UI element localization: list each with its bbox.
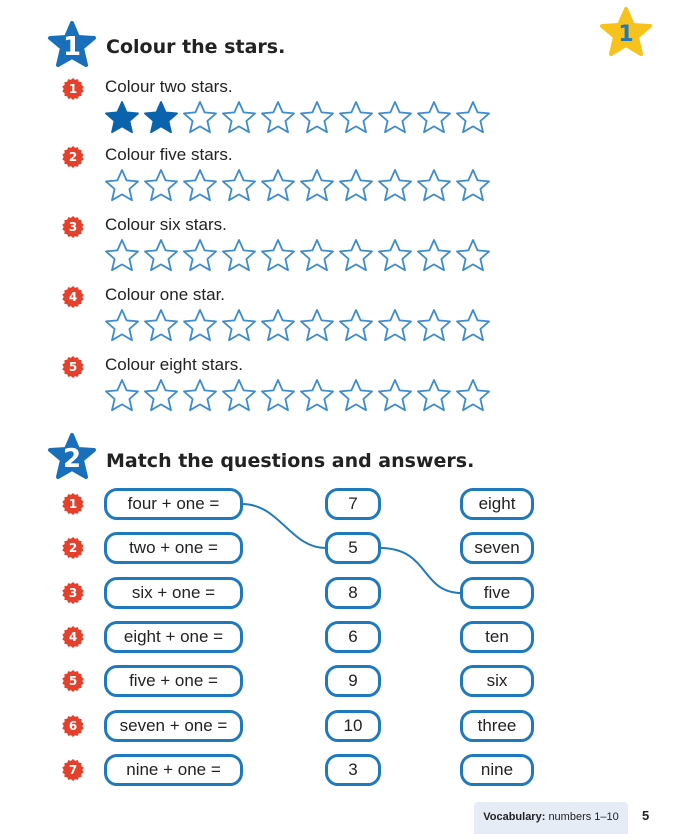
section-1-number: 1 (62, 32, 82, 62)
section-1-title: Colour the stars. (106, 36, 286, 58)
match-line-2 (380, 548, 462, 593)
question-instruction: Colour two stars. (105, 77, 233, 96)
question-box[interactable]: two + one = (104, 532, 243, 564)
row-number: 5 (68, 674, 78, 689)
question-box[interactable]: seven + one = (104, 710, 243, 742)
word-box[interactable]: six (460, 665, 534, 697)
question-instruction: Colour eight stars. (105, 355, 243, 374)
row-number: 2 (68, 541, 78, 556)
number-box[interactable]: 9 (325, 665, 381, 697)
row-number: 6 (68, 718, 78, 733)
word-box[interactable]: three (460, 710, 534, 742)
page-badge-number: 1 (618, 22, 634, 47)
match-line-1 (242, 504, 326, 548)
word-box[interactable]: seven (460, 532, 534, 564)
row-number: 4 (68, 629, 78, 644)
question-number: 4 (68, 290, 78, 304)
question-instruction: Colour one star. (105, 285, 226, 304)
question-number: 2 (68, 150, 78, 164)
question-box[interactable]: eight + one = (104, 621, 243, 653)
row-number: 1 (68, 497, 78, 511)
number-box[interactable]: 3 (325, 754, 381, 786)
number-box[interactable]: 7 (325, 488, 381, 520)
word-box[interactable]: nine (460, 754, 534, 786)
row-number-badge (62, 493, 84, 515)
word-box[interactable]: five (460, 577, 534, 609)
question-instruction: Colour five stars. (105, 145, 233, 164)
question-box[interactable]: five + one = (104, 665, 243, 697)
row-number: 7 (68, 762, 78, 777)
row-number-badge (62, 715, 84, 737)
row-number-badge (62, 670, 84, 692)
row-number-badge (62, 759, 84, 781)
row-number-badge (62, 626, 84, 648)
number-box[interactable]: 6 (325, 621, 381, 653)
row-number-badge (62, 582, 84, 604)
word-box[interactable]: ten (460, 621, 534, 653)
vocabulary-footer (474, 802, 628, 834)
question-box[interactable]: nine + one = (104, 754, 243, 786)
section-2-title: Match the questions and answers. (106, 450, 475, 472)
question-number: 1 (68, 82, 78, 96)
section-2-number: 2 (62, 444, 82, 474)
row-number-badge (62, 537, 84, 559)
number-box[interactable]: 8 (325, 577, 381, 609)
question-number: 5 (68, 360, 78, 374)
question-instruction: Colour six stars. (105, 215, 227, 234)
vocabulary-label: Vocabulary: (483, 811, 546, 823)
question-box[interactable]: six + one = (104, 577, 243, 609)
word-box[interactable]: eight (460, 488, 534, 520)
question-number: 3 (68, 220, 78, 234)
page-number: 5 (642, 808, 650, 823)
row-number: 3 (68, 585, 78, 600)
vocabulary-text: numbers 1–10 (548, 811, 619, 823)
question-box[interactable]: four + one = (104, 488, 243, 520)
number-box[interactable]: 5 (325, 532, 381, 564)
number-box[interactable]: 10 (325, 710, 381, 742)
